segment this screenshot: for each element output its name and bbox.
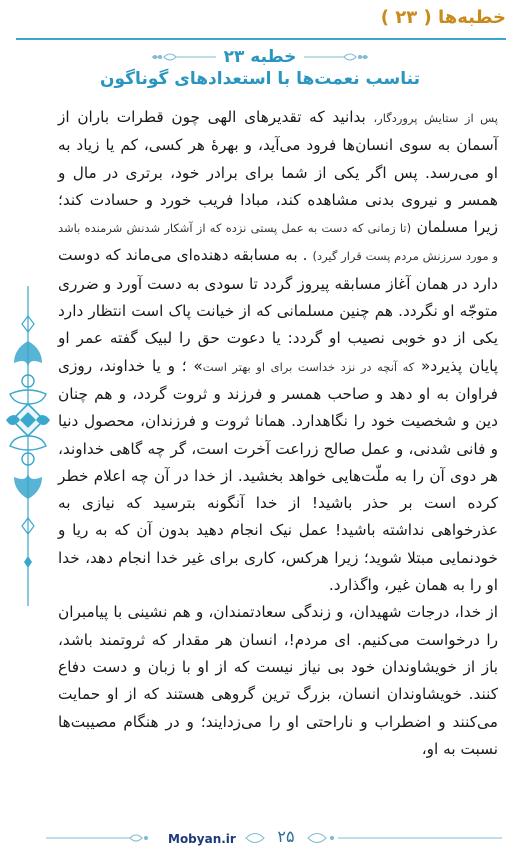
sermon-number: خطبه ۲۳ [223,47,297,67]
paragraph-1-part-a: بدانید که تقدیرهای الهی چون قطرات باران از آسمان به سوی انسان‌ها فرود می‌آید، و بهرهٔ هر کسی، کم یا زیاد به او می‌رسد. پس اگر یکی از شما برای برادر خود، برتری در مال و همسر و نیروی بدنی مشاهده کند، مبادا فریب خورد و حسادت کند؛ زیرا مسلمان [58,108,498,237]
side-ornament-icon [2,286,54,606]
page-number-left-flourish-icon [244,828,266,848]
footer-right-rule-icon [306,828,506,848]
paragraph-1-part-c: » ؛ و یا خداوند، روزی فراوان به او دهد و صاحب همسر و فرزند و ثروت گردد، و هم چنان دین و شخصیت خود را نگاهدارد. همانا ثروت و فرزندان، محصول دنیا و فانی شدنی، و عمل صالح زراعت آخرت است، گر چه گاهی خداوند، هر دوی آن را به ملّت‌هایی خواهد بخشید. از خدا در آن چه اعلام خطر کرده است بر حذر باشید! از خدا آنگونه بترسید که نیازی به عذرخواهی نداشته باشید! عمل نیک انجام دهید بدون آن که به ریا و خودنمایی مبتلا شوید؛ زیرا هرکس، کاری برای غیر خدا انجام دهد، خدا او را به همان غیر، واگذارد. [58,356,498,595]
sermon-body [58,104,498,763]
quote-note: که آنچه در نزد خداست برای او بهتر است [202,359,415,374]
website-link[interactable]: Mobyan.ir [168,832,236,846]
right-flourish-icon [304,50,368,64]
page-footer [0,826,520,850]
running-title: خطبه‌ها ( ۲۳ ) [380,7,506,28]
page-number: ۲۵ [277,827,295,846]
left-flourish-icon [152,50,216,64]
paragraph-1-part-b: . به مسابقه دهنده‌ای می‌ماند که دوست دارد در همان آغاز مسابقه پیروز گردد تا سودی به دست آورد و ضرری متوجّه او نگردد. هم چنین مسلمانی که از خیانت پاک است انتظار دارد یکی از دو خوبی نصیب او گردد: یا دعوت حق را لبیک گفته عمر او پایان پذیرد« [58,246,499,375]
header-rule [16,38,506,40]
paragraph-2: از خدا، درجات شهیدان، و زندگی سعادتمندان، و هم نشینی با پیامبران را درخواست می‌کنیم. ای مردم!، انسان هر مقدار که ثروتمند باشد، باز از خویشاوندان خود بی نیاز نیست که از او با زبان و دست دفاع کنند. خویشاوندان انسان، بزرگ ترین گروهی هستند که از او حمایت می‌کنند و اضطراب و ناراحتی او را می‌زدایند؛ و در هنگام مصیبت‌ها نسبت به او، [58,603,498,758]
paragraph-1 [58,104,498,599]
footer-left-rule-icon [46,828,156,848]
intro-note: پس از ستایش پروردگار، [373,111,498,125]
sermon-heading [0,45,520,69]
parenthetical-note: (تا زمانی که دست به عمل پستی نزده که از آشکار شدنش شرمنده باشد و مورد سرزنش مردم پست قرار گیرد) [58,221,499,264]
sermon-subtitle: تناسب نعمت‌ها با استعدادهای گوناگون [100,69,420,89]
page-header [0,0,520,42]
